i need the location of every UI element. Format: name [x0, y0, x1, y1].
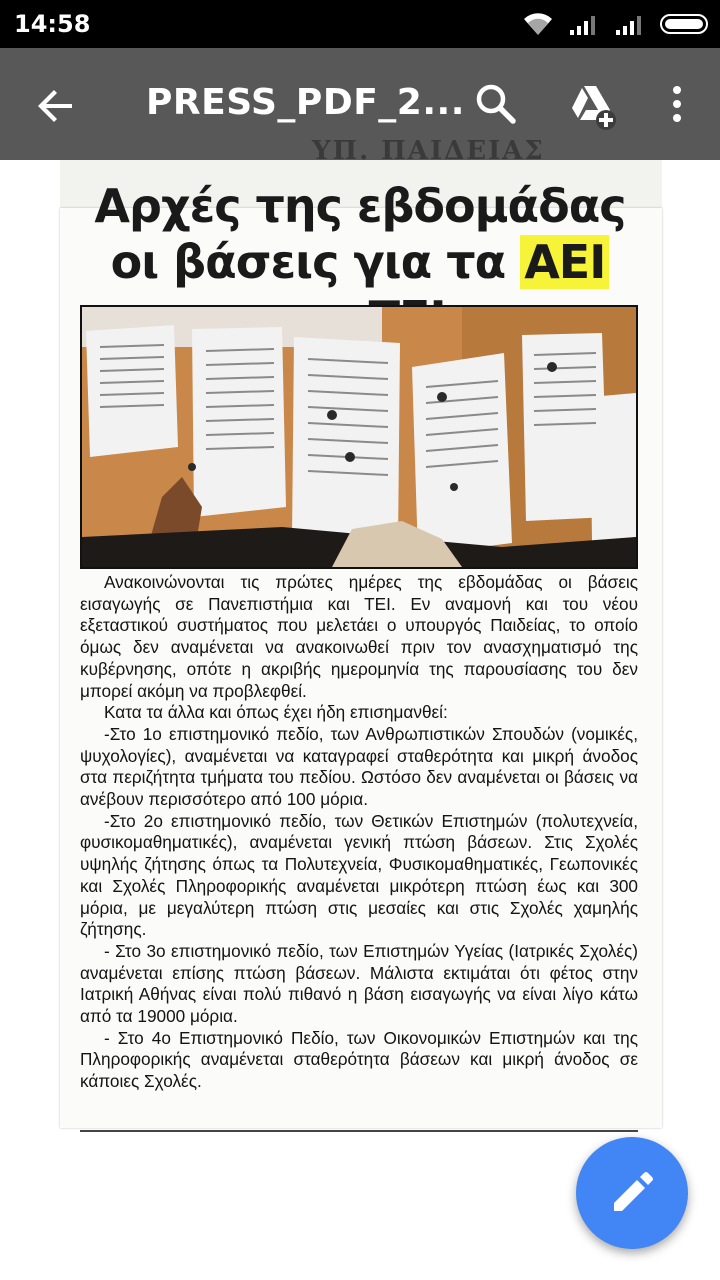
page-bottom-rule [80, 1130, 638, 1132]
notice-board-photo [82, 307, 636, 567]
edit-fab-button[interactable] [576, 1137, 688, 1249]
wifi-icon [522, 11, 554, 37]
back-button[interactable] [30, 80, 82, 132]
article-paragraph-6: - Στο 4ο Επιστημονικό Πεδίο, των Οικονομικών Επιστημών και της Πληροφορικής αναμένεται σταθερότητα βάσεων και μικρή άνοδος σε κάποιες Σχολές. [80, 1027, 638, 1092]
more-vert-icon [662, 78, 692, 130]
article-photo [80, 305, 638, 569]
battery-icon [660, 14, 708, 34]
article-body [80, 572, 638, 1093]
search-icon [470, 78, 522, 130]
article-paragraph-4: -Στο 2ο επιστημονικό πεδίο, των Θετικών Επιστημών (πολυτεχνεία, φυσικομαθηματικές), αναμένεται γενική πτώση βάσεων. Στις Σχολές υψηλής ζήτησης όπως τα Πολυτεχνεία, Φυσικομαθηματικές, Γεωπονικές και Σχολές Πληροφορικής αναμένεται μικρότερη πτώση έως και 300 μόρια, με μεγαλύτερη πτώση στις μεσαίες και στις Σχολές χαμηλής ζήτησης. [80, 810, 638, 940]
search-button[interactable] [470, 78, 522, 130]
headline-text-1: Αρχές της εβδομάδας οι βάσεις για τα [94, 179, 626, 289]
status-time: 14:58 [14, 10, 91, 38]
article-paragraph-1: Ανακοινώνονται τις πρώτες ημέρες της εβδομάδας οι βάσεις εισαγωγής σε Πανεπιστήμια και ΤΕΙ. Εν αναμονή και του νέου εξεταστικού συστήματος που μελετάει ο υπουργός Παιδείας, το οποίο όμως δεν αναμένεται να ανακοινωθεί πριν τον ανασχηματισμό της κυβέρνησης, οπότε η ακριβής ημερομηνία της παρουσίασης του δεν μπορεί ακόμη να προβλεφθεί. [80, 572, 638, 701]
status-icons [522, 10, 708, 38]
google-drive-add-icon [566, 80, 618, 132]
status-bar [0, 0, 720, 48]
pdf-viewer[interactable] [0, 160, 720, 1280]
edit-pencil-icon [576, 1137, 688, 1249]
signal-icon-sim2 [614, 12, 646, 36]
add-to-drive-button[interactable] [566, 80, 618, 132]
article-paragraph-5: - Στο 3ο επιστημονικό πεδίο, των Επιστημών Υγείας (Ιατρικές Σχολές) αναμένεται επίσης πτώση βάσεων. Μάλιστα εκτιμάται ότι φέτος στην Ιατρική Αθήνας είναι πολύ πιθανό η βάση εισαγωγής να είναι λίγο κάτω από τα 19000 μόρια. [80, 940, 638, 1027]
headline-highlight: ΑΕΙ [520, 235, 609, 289]
article-paragraph-2: Κατα τα άλλα και όπως έχει ήδη επισημανθεί: [104, 702, 448, 723]
app-toolbar [0, 48, 720, 160]
signal-icon-sim1 [568, 12, 600, 36]
document-title: PRESS_PDF_2... [146, 82, 465, 123]
article-paragraph-3: -Στο 1ο επιστημονικό πεδίο, των Ανθρωπιστικών Σπουδών (νομικές, ψυχολογίες), αναμένεται να καταγραφεί σταθερότητα και μικρή άνοδος στα περιζήτητα τμήματα του πεδίου. Ωστόσο δεν αναμένεται οι βάσεις να ανέβουν περισσότερο από 100 μόρια. [80, 723, 638, 810]
arrow-back-icon [30, 80, 82, 132]
overflow-menu-button[interactable] [662, 78, 692, 130]
